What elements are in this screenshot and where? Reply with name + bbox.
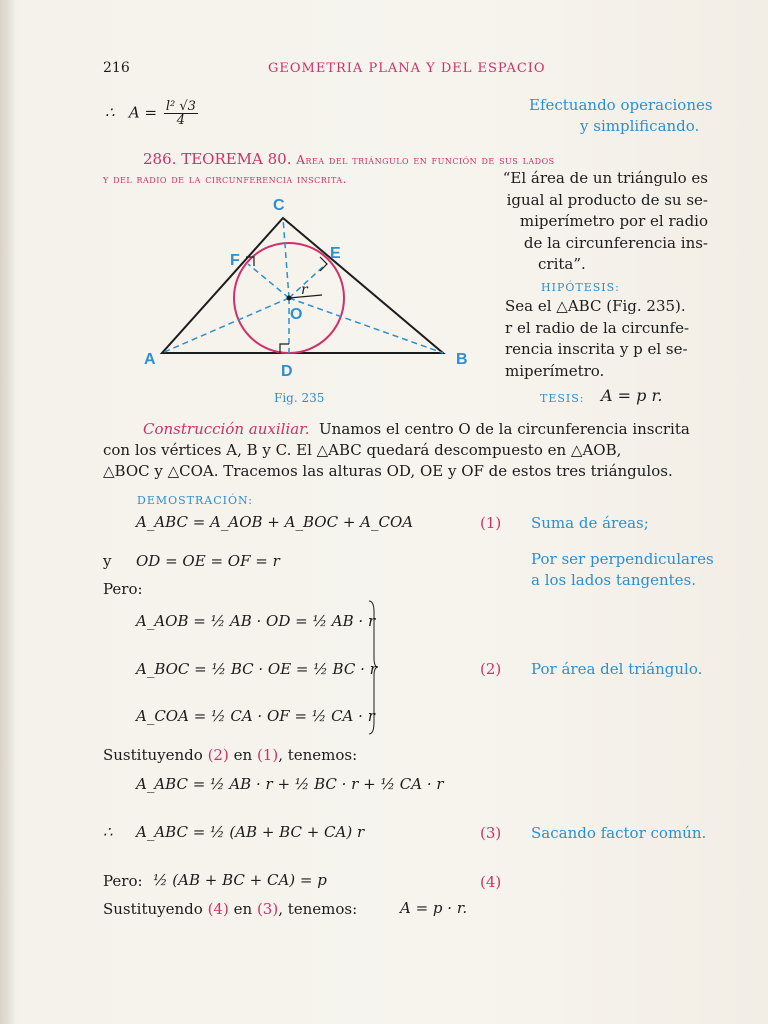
ref-a: (4): [207, 900, 229, 918]
eq4: ½ (AB + BC + CA) = p: [153, 871, 327, 889]
therefore-symbol: ∴: [105, 103, 115, 122]
eq3-therefore: ∴: [103, 823, 113, 841]
pero-label: Pero:: [103, 580, 143, 598]
formula-fraction: [164, 100, 198, 127]
fraction-numerator: l² √3: [165, 99, 196, 114]
eq3-note: Sacando factor común.: [531, 824, 707, 842]
page-number: 216: [103, 60, 130, 76]
eq-boc: A_BOC = ½ BC · OE = ½ BC · r: [136, 660, 377, 678]
label-f: F: [230, 252, 240, 269]
label-r: r: [301, 282, 308, 298]
eq3: A_ABC = ½ (AB + BC + CA) r: [136, 823, 365, 841]
word: en: [233, 900, 253, 918]
top-note-line2: y simplificando.: [580, 117, 700, 135]
thesis-label: TESIS:: [540, 392, 585, 405]
statement-line: de la circunferencia ins-: [523, 233, 708, 252]
formula-lhs: A =: [128, 103, 158, 122]
hypothesis-line: miperímetro.: [505, 361, 605, 380]
substitution-1: [103, 746, 357, 764]
eq2-note: Por área del triángulo.: [531, 660, 703, 678]
construction-line3: △BOC y △COA. Tracemos las alturas OD, OE y OF de estos tres triángulos.: [103, 462, 673, 480]
triangle-figure: [140, 190, 480, 385]
final-result: A = p · r.: [400, 899, 468, 917]
statement-line: crita”.: [538, 255, 586, 273]
word: , tenemos:: [278, 746, 358, 764]
hypothesis-line: r el radio de la circunfe-: [505, 318, 690, 337]
word: Sustituyendo: [103, 900, 203, 918]
page-spine-shadow: [0, 0, 14, 1024]
label-a: A: [144, 351, 156, 368]
word: , tenemos:: [278, 900, 358, 918]
word: en: [233, 746, 253, 764]
eq-y: OD = OE = OF = r: [136, 552, 280, 570]
eq-aob: A_AOB = ½ AB · OD = ½ AB · r: [136, 612, 376, 630]
top-note-line1: Efectuando operaciones: [529, 96, 713, 114]
label-d: D: [281, 363, 293, 380]
thesis-formula: A = p r.: [601, 386, 663, 405]
hypothesis-text: [505, 296, 689, 382]
substitution-2: [103, 900, 357, 918]
theorem-heading-line2: y del radio de la circunferencia inscrita.: [103, 172, 347, 186]
ref-a: (2): [207, 746, 229, 764]
word: Sustituyendo: [103, 746, 203, 764]
eq1-note: Suma de áreas;: [531, 514, 649, 532]
construction-title: Construcción auxiliar.: [143, 420, 310, 438]
label-b: B: [456, 351, 468, 368]
fraction-denominator: 4: [176, 113, 185, 128]
theorem-statement: [488, 168, 708, 276]
construction-line2: con los vértices A, B y C. El △ABC quedará descompuesto en △AOB,: [103, 441, 622, 459]
theorem-number: 286.: [143, 150, 177, 168]
eq4-number: (4): [480, 873, 502, 891]
statement-line: “El área de un triángulo es: [502, 169, 708, 187]
construction-text: Unamos el centro O de la circunferencia inscrita: [319, 420, 690, 438]
eq1-number: (1): [480, 514, 502, 532]
hypothesis-line: Sea el △ABC (Fig. 235).: [505, 297, 686, 315]
eq-y-note-line1: Por ser perpendiculares: [531, 550, 714, 568]
running-title: GEOMETRIA PLANA Y DEL ESPACIO: [268, 61, 546, 76]
statement-line: miperímetro por el radio: [519, 212, 708, 230]
eq-y-prefix: y: [103, 552, 112, 570]
eq3-number: (3): [480, 824, 502, 842]
top-formula: [105, 100, 200, 127]
eq1: A_ABC = A_AOB + A_BOC + A_COA: [136, 513, 414, 531]
curly-brace: [368, 600, 378, 735]
demonstration-label: DEMOSTRACIÓN:: [137, 494, 253, 507]
eq-y-note-line2: a los lados tangentes.: [531, 571, 696, 589]
statement-line: igual al producto de su se-: [506, 190, 708, 209]
construction-line1: [143, 420, 690, 438]
ref-b: (3): [256, 900, 279, 918]
eq-coa: A_COA = ½ CA · OF = ½ CA · r: [136, 707, 375, 725]
eq4-prefix: Pero:: [103, 872, 143, 890]
eq-abc-sum: A_ABC = ½ AB · r + ½ BC · r + ½ CA · r: [136, 775, 444, 793]
hypothesis-label: HIPÓTESIS:: [541, 281, 620, 294]
theorem-title: TEOREMA 80.: [181, 150, 292, 168]
eq2-number: (2): [480, 660, 502, 678]
figure-caption: Fig. 235: [274, 391, 325, 405]
label-o: O: [290, 306, 303, 323]
label-c: C: [273, 197, 285, 214]
theorem-heading-line1: Area del triángulo en función de sus lados: [296, 153, 555, 167]
center-point: [287, 296, 292, 301]
hypothesis-line: rencia inscrita y p el se-: [505, 340, 688, 358]
label-e: E: [330, 245, 341, 262]
theorem-heading: [143, 150, 555, 168]
ref-b: (1): [256, 746, 279, 764]
